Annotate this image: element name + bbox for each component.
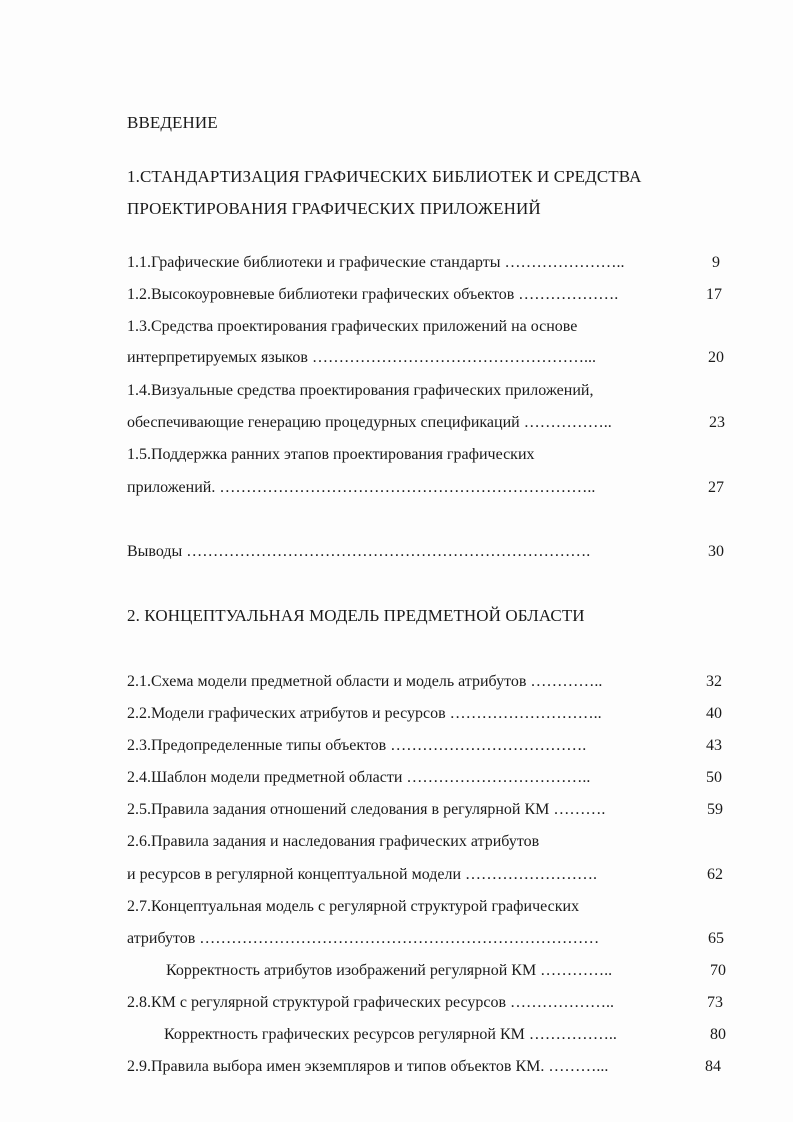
toc-entry-1-1: 1.1.Графические библиотеки и графические стандарты ………………….. [127, 254, 625, 271]
toc-page-conclusions: 30 [708, 543, 724, 560]
toc-page-1-5: 27 [708, 479, 724, 496]
toc-page-2-2: 40 [706, 705, 722, 722]
toc-entry-1-5-cont: приложений. …………………………………………………………….. [127, 479, 596, 496]
toc-page-2-3: 43 [706, 737, 722, 754]
toc-page-2-4: 50 [706, 769, 722, 786]
toc-entry-2-8: 2.8.КМ с регулярной структурой графических ресурсов ……………….. [127, 994, 615, 1011]
toc-conclusions: Выводы …………………………………………………………………. [127, 543, 591, 560]
toc-page-1-4: 23 [709, 414, 725, 431]
toc-entry-2-1: 2.1.Схема модели предметной области и модель атрибутов ………….. [127, 673, 603, 690]
toc-entry-2-6-cont: и ресурсов в регулярной концептуальной модели ……………………. [127, 866, 598, 883]
toc-page-2-8: 73 [707, 994, 723, 1011]
toc-page-1-2: 17 [706, 286, 722, 303]
toc-page-1-3: 20 [708, 349, 724, 366]
toc-entry-1-4: 1.4.Визуальные средства проектирования графических приложений, [127, 382, 594, 399]
toc-entry-2-8-sub: Корректность графических ресурсов регулярной КМ …………….. [164, 1026, 617, 1043]
chapter1-title-line2: ПРОЕКТИРОВАНИЯ ГРАФИЧЕСКИХ ПРИЛОЖЕНИЙ [127, 199, 541, 218]
toc-page-2-7: 65 [708, 930, 724, 947]
toc-entry-1-3: 1.3.Средства проектирования графических приложений на основе [127, 318, 578, 335]
toc-entry-2-7-cont: атрибутов ………………………………………………………………… [127, 930, 600, 947]
toc-entry-2-6: 2.6.Правила задания и наследования графических атрибутов [127, 833, 540, 850]
toc-entry-2-3: 2.3.Предопределенные типы объектов ………………………………. [127, 737, 587, 754]
toc-entry-2-4: 2.4.Шаблон модели предметной области …………………………….. [127, 769, 591, 786]
intro-heading: ВВЕДЕНИЕ [127, 113, 218, 132]
toc-entry-1-3-cont: интерпретируемых языков ……………………………………………... [127, 349, 596, 366]
chapter2-title: 2. КОНЦЕПТУАЛЬНАЯ МОДЕЛЬ ПРЕДМЕТНОЙ ОБЛАСТИ [127, 606, 585, 625]
chapter1-title-line1: 1.СТАНДАРТИЗАЦИЯ ГРАФИЧЕСКИХ БИБЛИОТЕК И СРЕДСТВА [127, 167, 642, 186]
toc-entry-2-7: 2.7.Концептуальная модель с регулярной структурой графических [127, 898, 580, 915]
toc-page-2-8-sub: 80 [710, 1026, 726, 1043]
toc-entry-1-4-cont: обеспечивающие генерацию процедурных спецификаций …………….. [127, 414, 612, 431]
toc-entry-2-9: 2.9.Правила выбора имен экземпляров и типов объектов КМ. ………... [127, 1058, 609, 1075]
toc-page-2-1: 32 [706, 673, 722, 690]
toc-entry-2-5: 2.5.Правила задания отношений следования в регулярной КМ ………. [127, 801, 606, 818]
toc-entry-1-5: 1.5.Поддержка ранних этапов проектирования графических [127, 446, 535, 463]
toc-entry-1-2: 1.2.Высокоуровневые библиотеки графических объектов ………………. [127, 286, 619, 303]
toc-page-2-7-sub: 70 [710, 962, 726, 979]
toc-entry-2-7-sub: Корректность атрибутов изображений регулярной КМ ………….. [166, 962, 613, 979]
toc-page-2-9: 84 [705, 1058, 721, 1075]
toc-page-2-6: 62 [707, 866, 723, 883]
toc-page-1-1: 9 [712, 254, 720, 271]
toc-page-2-5: 59 [707, 801, 723, 818]
toc-entry-2-2: 2.2.Модели графических атрибутов и ресурсов ……………………….. [127, 705, 602, 722]
